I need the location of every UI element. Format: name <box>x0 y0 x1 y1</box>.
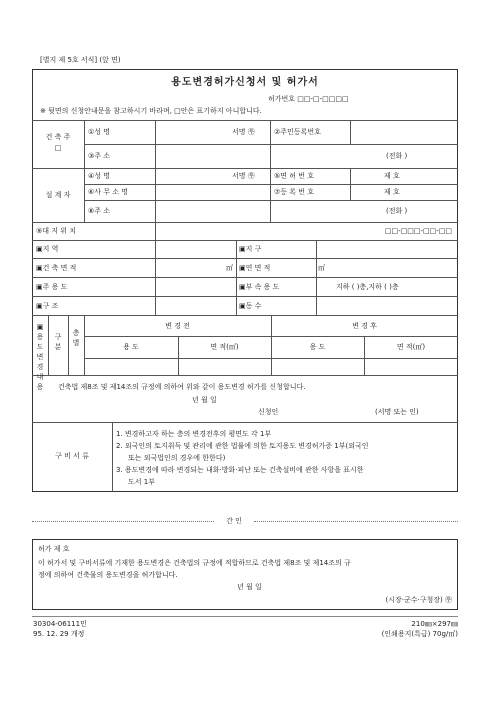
after-area-column: 면 적(㎡) <box>396 343 426 351</box>
declaration-text: 건축법 제8조 및 제14조의 규정에 의하여 위와 같이 용도변경 허가를 신청합니다. <box>58 383 306 391</box>
structure-label: ▣구 조 <box>36 302 59 310</box>
permit-text: 정에 의하여 건축물의 용도변경을 허가합니다. <box>38 571 178 579</box>
designer-sign-label: 서명 ㉾ <box>232 172 255 180</box>
owner-id-label: ②주민등록번호 <box>274 128 321 136</box>
change-content-label: ▣ 용 도 변 경 내 용 <box>36 323 44 391</box>
after-change-header: 변 경 후 <box>352 322 377 330</box>
building-area-label: ▣건 축 면 적 <box>36 264 77 272</box>
before-use-column: 용 도 <box>123 343 139 351</box>
form-code: 30304-06111민 <box>33 620 87 628</box>
designer-registration-label: ⑦등 록 번 호 <box>274 188 314 196</box>
form-title: 용도변경허가신청서 및 허가서 <box>171 77 319 88</box>
permit-number-label: 허가번호 □□-□-□□□□ <box>268 95 349 103</box>
zone-label: ▣지 역 <box>36 245 59 253</box>
site-location-label: ⑨대 지 위 치 <box>36 227 76 235</box>
document-item: 1. 변경하고자 하는 층의 변경전후의 평면도 각 1부 <box>116 430 272 438</box>
floors-text: 지하 ( )층,지하 ( )층 <box>336 283 399 291</box>
annex-use-label: ▣부 속 용 도 <box>239 283 280 291</box>
designer-name-label: ④성 명 <box>88 172 111 180</box>
designer-section-label: 설 계 자 <box>45 191 71 199</box>
designer-office-label: ⑥사 무 소 명 <box>88 188 128 196</box>
form-notice: ※ 뒷면의 신청안내문을 참고하시기 바라며, □안은 표기하지 아니합니다. <box>40 107 262 115</box>
designer-phone-label: (전화 ) <box>386 207 408 215</box>
floor-column-header: 층 별 <box>72 329 80 347</box>
document-item: 도서 1부 <box>128 478 155 486</box>
document-item: 또는 외국법인의 경우에 한한다) <box>128 454 226 462</box>
main-use-label: ▣주 용 도 <box>36 283 68 291</box>
designer-license-label: ⑤면 허 번 호 <box>274 172 314 180</box>
floor-area-unit: ㎡ <box>318 264 325 272</box>
building-count-label: ▣동 수 <box>239 302 262 310</box>
owner-phone-label: (전화 ) <box>386 152 408 160</box>
owner-name-label: ①성 명 <box>88 128 111 136</box>
cut-line-left <box>32 521 214 522</box>
designer-address-label: ⑧주 소 <box>88 207 111 215</box>
permit-date: 년 월 일 <box>237 583 262 591</box>
permit-issuer: (시장·군수·구청장) ㉾ <box>385 596 452 604</box>
document-item: 2. 외국인의 토지취득 및 관리에 관한 법률에 의한 토지용도 변경허가증 1부(외국인 <box>116 442 369 450</box>
paper-spec: (인쇄용지(특급) 70g/㎡) <box>381 630 458 638</box>
designer-registration-suffix: 제 호 <box>384 188 400 196</box>
before-change-header: 변 경 전 <box>165 322 190 330</box>
district-label: ▣지 구 <box>239 245 262 253</box>
permit-text: 이 허가서 및 구비서류에 기재한 용도변경은 건축법의 규정에 적합하므로 건축법 제8조 및 제14조의 규 <box>38 559 351 567</box>
cut-line-right <box>254 521 458 522</box>
owner-checkbox[interactable]: □ <box>54 144 62 152</box>
before-area-column: 면 적(㎡) <box>210 343 239 351</box>
designer-license-suffix: 제 호 <box>384 172 400 180</box>
change-sub-label: 구 분 <box>54 333 62 351</box>
applicant-sign-label: (서명 또는 인) <box>375 408 419 416</box>
owner-address-label: ③주 소 <box>88 152 111 160</box>
site-location-boxes: □□-□□□-□□-□□ <box>384 227 452 235</box>
cut-line-label: 간 인 <box>226 517 242 525</box>
applicant-label: 신청인 <box>258 408 279 416</box>
building-area-unit: ㎡ <box>226 264 233 272</box>
declaration-date: 년 월 일 <box>192 396 217 404</box>
paper-size: 210㎜×297㎜ <box>411 620 458 628</box>
owner-sign-label: 서명 ㉾ <box>232 128 255 136</box>
permit-number-label: 허가 제 호 <box>38 545 70 553</box>
owner-section-label: 건 축 주 <box>45 133 71 141</box>
floor-area-label: ▣연 면 적 <box>239 264 271 272</box>
documents-label: 구 비 서 류 <box>55 452 89 460</box>
after-use-column: 용 도 <box>309 343 326 351</box>
form-number: [별지 제 5호 서식] (앞 면) <box>40 56 121 64</box>
revised-date: 95. 12. 29 개정 <box>33 630 85 638</box>
document-item: 3. 용도변경에 따라 변경되는 내화·방화·피난 또는 건축설비에 관한 사항을 표시한 <box>116 466 364 474</box>
